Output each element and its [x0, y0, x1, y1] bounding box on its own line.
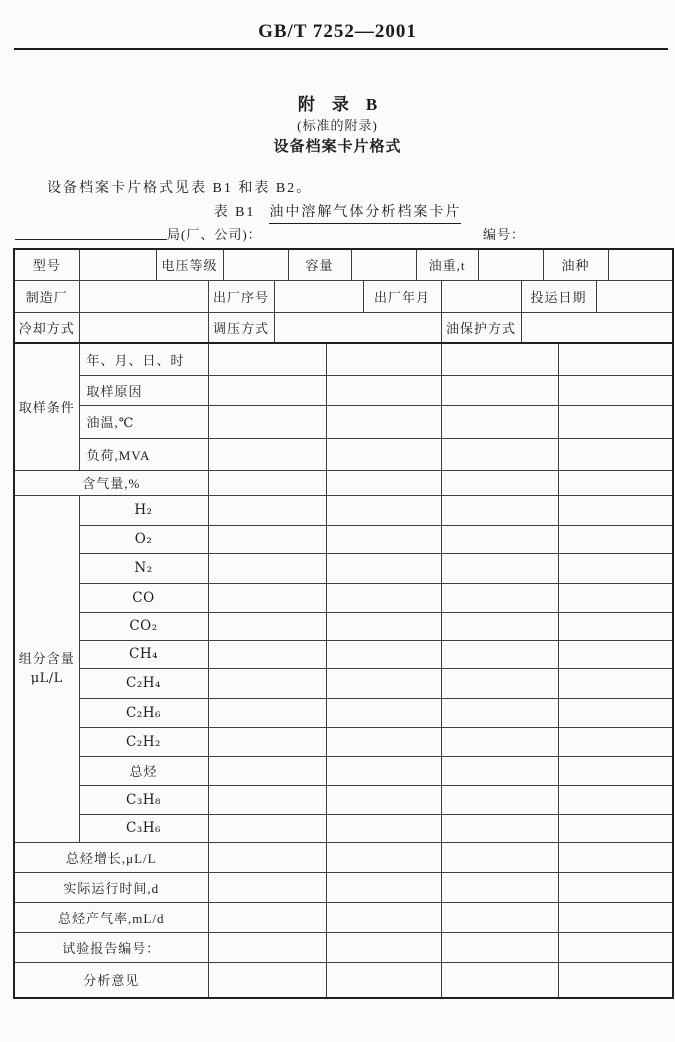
value-cell — [441, 375, 558, 405]
value-cell — [326, 756, 441, 785]
value-cell — [326, 405, 441, 438]
sampling-group-label: 取样条件 — [14, 343, 79, 470]
value-cell — [441, 525, 558, 553]
value-cell — [208, 640, 326, 668]
value-cell — [326, 842, 441, 872]
footer-label: 分析意见 — [14, 962, 208, 998]
value-cell — [441, 814, 558, 842]
value-cell — [441, 668, 558, 698]
value-cell — [441, 438, 558, 470]
value-cell — [223, 249, 288, 280]
value-cell — [208, 343, 326, 375]
value-cell — [558, 525, 673, 553]
component-row — [14, 495, 673, 525]
value-cell — [441, 612, 558, 640]
value-cell — [441, 553, 558, 583]
footer-label: 总烃增长,μL/L — [14, 842, 208, 872]
component-label: CH₄ — [79, 640, 208, 668]
value-cell — [558, 872, 673, 902]
value-cell — [208, 962, 326, 998]
value-cell — [558, 470, 673, 495]
component-label: C₂H₂ — [79, 727, 208, 756]
components-group-label — [14, 495, 79, 842]
value-cell — [326, 872, 441, 902]
component-label: 总烃 — [79, 756, 208, 785]
value-cell — [441, 727, 558, 756]
footer-label: 实际运行时间,d — [14, 872, 208, 902]
value-cell — [558, 668, 673, 698]
footer-label: 总烃产气率,mL/d — [14, 902, 208, 932]
value-cell — [274, 312, 441, 343]
table-caption — [0, 201, 675, 224]
value-cell — [208, 405, 326, 438]
component-label: O₂ — [79, 525, 208, 553]
value-cell — [441, 343, 558, 375]
appendix-title: 附 录 B — [297, 95, 378, 114]
value-cell — [558, 343, 673, 375]
value-cell — [558, 612, 673, 640]
component-label: C₂H₆ — [79, 698, 208, 727]
value-cell — [208, 375, 326, 405]
component-row — [14, 640, 673, 668]
value-cell — [208, 902, 326, 932]
field-label-cooling-mode: 冷却方式 — [14, 312, 79, 343]
value-cell — [326, 375, 441, 405]
value-cell — [208, 932, 326, 962]
value-cell — [558, 814, 673, 842]
info-table — [13, 248, 674, 344]
value-cell — [558, 932, 673, 962]
sampling-row — [14, 375, 673, 405]
value-cell — [326, 343, 441, 375]
value-cell — [208, 842, 326, 872]
components-group-label-line2: μL/L — [30, 670, 63, 686]
field-label-oil-protection: 油保护方式 — [441, 312, 521, 343]
gas-total-row — [14, 470, 673, 495]
component-row — [14, 727, 673, 756]
value-cell — [326, 668, 441, 698]
component-label: C₃H₆ — [79, 814, 208, 842]
value-cell — [208, 814, 326, 842]
value-cell — [558, 495, 673, 525]
value-cell — [326, 470, 441, 495]
value-cell — [326, 640, 441, 668]
value-cell — [558, 756, 673, 785]
org-line — [0, 222, 675, 242]
footer-label: 试验报告编号： — [14, 932, 208, 962]
sampling-row — [14, 405, 673, 438]
component-row — [14, 668, 673, 698]
info-row-3 — [14, 312, 673, 343]
component-row — [14, 583, 673, 612]
value-cell — [441, 872, 558, 902]
component-row — [14, 698, 673, 727]
value-cell — [558, 405, 673, 438]
value-cell — [596, 280, 673, 312]
value-cell — [558, 962, 673, 998]
value-cell — [326, 698, 441, 727]
footer-row — [14, 842, 673, 872]
value-cell — [79, 280, 208, 312]
value-cell — [558, 553, 673, 583]
standard-number: GB/T 7252—2001 — [258, 21, 417, 42]
value-cell — [441, 962, 558, 998]
value-cell — [208, 872, 326, 902]
component-label: CO₂ — [79, 612, 208, 640]
value-cell — [558, 785, 673, 814]
value-cell — [441, 495, 558, 525]
field-label-capacity: 容量 — [288, 249, 351, 280]
header-rule — [14, 48, 668, 50]
value-cell — [326, 814, 441, 842]
value-cell — [326, 438, 441, 470]
value-cell — [441, 902, 558, 932]
footer-row — [14, 962, 673, 998]
value-cell — [274, 280, 363, 312]
value-cell — [208, 495, 326, 525]
field-label-manufacturer: 制造厂 — [14, 280, 79, 312]
gas-total-label: 含气量,% — [14, 470, 208, 495]
value-cell — [558, 727, 673, 756]
value-cell — [441, 470, 558, 495]
value-cell — [441, 640, 558, 668]
component-row — [14, 553, 673, 583]
value-cell — [208, 438, 326, 470]
value-cell — [208, 698, 326, 727]
component-row — [14, 525, 673, 553]
value-cell — [208, 612, 326, 640]
component-label: N₂ — [79, 553, 208, 583]
value-cell — [79, 249, 156, 280]
value-cell — [441, 583, 558, 612]
intro-text: 设备档案卡片格式见表 B1 和表 B2。 — [47, 181, 313, 196]
table-caption-prefix: 表 B1 — [213, 205, 256, 220]
value-cell — [208, 668, 326, 698]
sampling-row — [14, 343, 673, 375]
value-cell — [208, 785, 326, 814]
value-cell — [441, 785, 558, 814]
value-cell — [326, 785, 441, 814]
table-caption-title: 油中溶解气体分析档案卡片 — [269, 201, 461, 224]
field-label-commission-date: 投运日期 — [521, 280, 596, 312]
footer-row — [14, 902, 673, 932]
value-cell — [326, 962, 441, 998]
value-cell — [208, 756, 326, 785]
value-cell — [326, 612, 441, 640]
field-label-regulation-mode: 调压方式 — [208, 312, 274, 343]
field-label-factory-date: 出厂年月 — [363, 280, 441, 312]
field-label-factory-serial: 出厂序号 — [208, 280, 274, 312]
value-cell — [441, 698, 558, 727]
sampling-label: 年、月、日、时 — [79, 343, 208, 375]
component-row — [14, 756, 673, 785]
component-label: C₃H₈ — [79, 785, 208, 814]
org-blank-underline — [15, 222, 167, 240]
appendix-subtitle: (标准的附录) — [297, 118, 378, 133]
value-cell — [441, 932, 558, 962]
value-cell — [326, 932, 441, 962]
footer-row — [14, 872, 673, 902]
components-group-label-line1: 组分含量 — [18, 651, 75, 666]
component-label: C₂H₄ — [79, 668, 208, 698]
sampling-row — [14, 438, 673, 470]
value-cell — [558, 375, 673, 405]
info-row-2 — [14, 280, 673, 312]
sampling-label: 负荷,MVA — [79, 438, 208, 470]
component-row — [14, 785, 673, 814]
field-label-voltage-class: 电压等级 — [156, 249, 223, 280]
value-cell — [441, 280, 521, 312]
value-cell — [208, 470, 326, 495]
value-cell — [208, 553, 326, 583]
value-cell — [441, 405, 558, 438]
value-cell — [326, 495, 441, 525]
value-cell — [521, 312, 673, 343]
component-label: H₂ — [79, 495, 208, 525]
value-cell — [558, 902, 673, 932]
value-cell — [326, 525, 441, 553]
value-cell — [351, 249, 416, 280]
value-cell — [478, 249, 543, 280]
field-label-model: 型号 — [14, 249, 79, 280]
value-cell — [326, 583, 441, 612]
sampling-label: 取样原因 — [79, 375, 208, 405]
value-cell — [441, 842, 558, 872]
field-label-oil-type: 油种 — [543, 249, 608, 280]
value-cell — [208, 727, 326, 756]
value-cell — [79, 312, 208, 343]
value-cell — [326, 902, 441, 932]
value-cell — [558, 842, 673, 872]
value-cell — [558, 698, 673, 727]
value-cell — [558, 640, 673, 668]
component-row — [14, 814, 673, 842]
field-label-oil-weight: 油重,t — [416, 249, 478, 280]
info-row-1 — [14, 249, 673, 280]
appendix-heading: 设备档案卡片格式 — [273, 139, 402, 155]
number-label: 编号： — [483, 227, 526, 242]
component-label: CO — [79, 583, 208, 612]
org-label: 局(厂、公司)： — [167, 227, 262, 242]
sampling-label: 油温,℃ — [79, 405, 208, 438]
value-cell — [441, 756, 558, 785]
value-cell — [326, 727, 441, 756]
component-row — [14, 612, 673, 640]
value-cell — [558, 438, 673, 470]
value-cell — [208, 525, 326, 553]
value-cell — [208, 583, 326, 612]
value-cell — [326, 553, 441, 583]
footer-row — [14, 932, 673, 962]
value-cell — [608, 249, 673, 280]
value-cell — [558, 583, 673, 612]
main-table — [13, 342, 674, 999]
